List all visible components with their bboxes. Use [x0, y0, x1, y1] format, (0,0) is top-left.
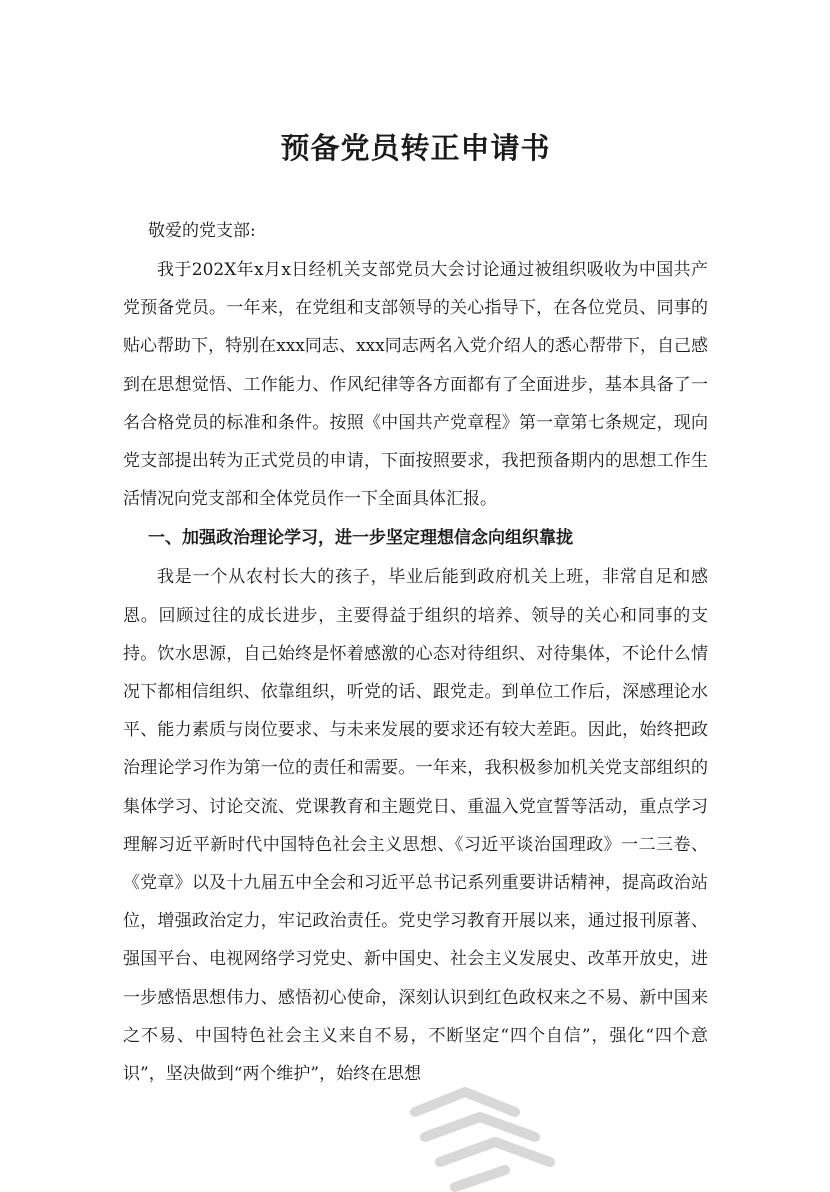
document-body [123, 211, 708, 1093]
salutation: 敬爱的党支部: [148, 221, 256, 241]
section-heading-1: 一、加强政治理论学习，进一步坚定理想信念向组织靠拢 [148, 528, 573, 549]
intro-paragraph: 我于202X年x月x日经机关支部党员大会讨论通过被组织吸收为中国共产党预备党员。一年来，在党组和支部领导的关心指导下，在各位党员、同事的贴心帮助下，特别在xxx同志、xxx同志两名入党介绍人的悉心帮带下，自己感到在思想觉悟、工作能力、作风纪律等各方面都有了全面进步，基本具备了一名合格党员的标准和条件。按照《中国共产党章程》第一章第七条规定，现向党支部提出转为正式党员的申请，下面按照要求，我把预备期内的思想工作生活情况向党支部和全体党员作一下全面具体汇报。 [123, 260, 708, 510]
document-title: 预备党员转正申请书 [280, 131, 551, 165]
section-paragraph-1: 我是一个从农村长大的孩子，毕业后能到政府机关上班，非常自足和感恩。回顾过往的成长进步，主要得益于组织的培养、领导的关心和同事的支持。饮水思源，自己始终是怀着感激的心态对待组织、对待集体，不论什么情况下都相信组织、依靠组织，听党的话、跟党走。到单位工作后，深感理论水平、能力素质与岗位要求、与未来发展的要求还有较大差距。因此，始终把政治理论学习作为第一位的责任和需要。一年来，我积极参加机关党支部组织的集体学习、讨论交流、党课教育和主题党日、重温入党宣誓等活动，重点学习理解习近平新时代中国特色社会主义思想、《习近平谈治国理政》一二三卷、《党章》以及十九届五中全会和习近平总书记系列重要讲话精神，提高政治站位，增强政治定力，牢记政治责任。党史学习教育开展以来，通过报刊原著、强国平台、电视网络学习党史、新中国史、社会主义发展史、改革开放史，进一步感悟思想伟力、感悟初心使命，深刻认识到红色政权来之不易、新中国来之不易、中国特色社会主义来自不易，不断坚定“四个自信”，强化“四个意识”，坚决做到“两个维护”，始终在思想 [123, 567, 708, 1085]
